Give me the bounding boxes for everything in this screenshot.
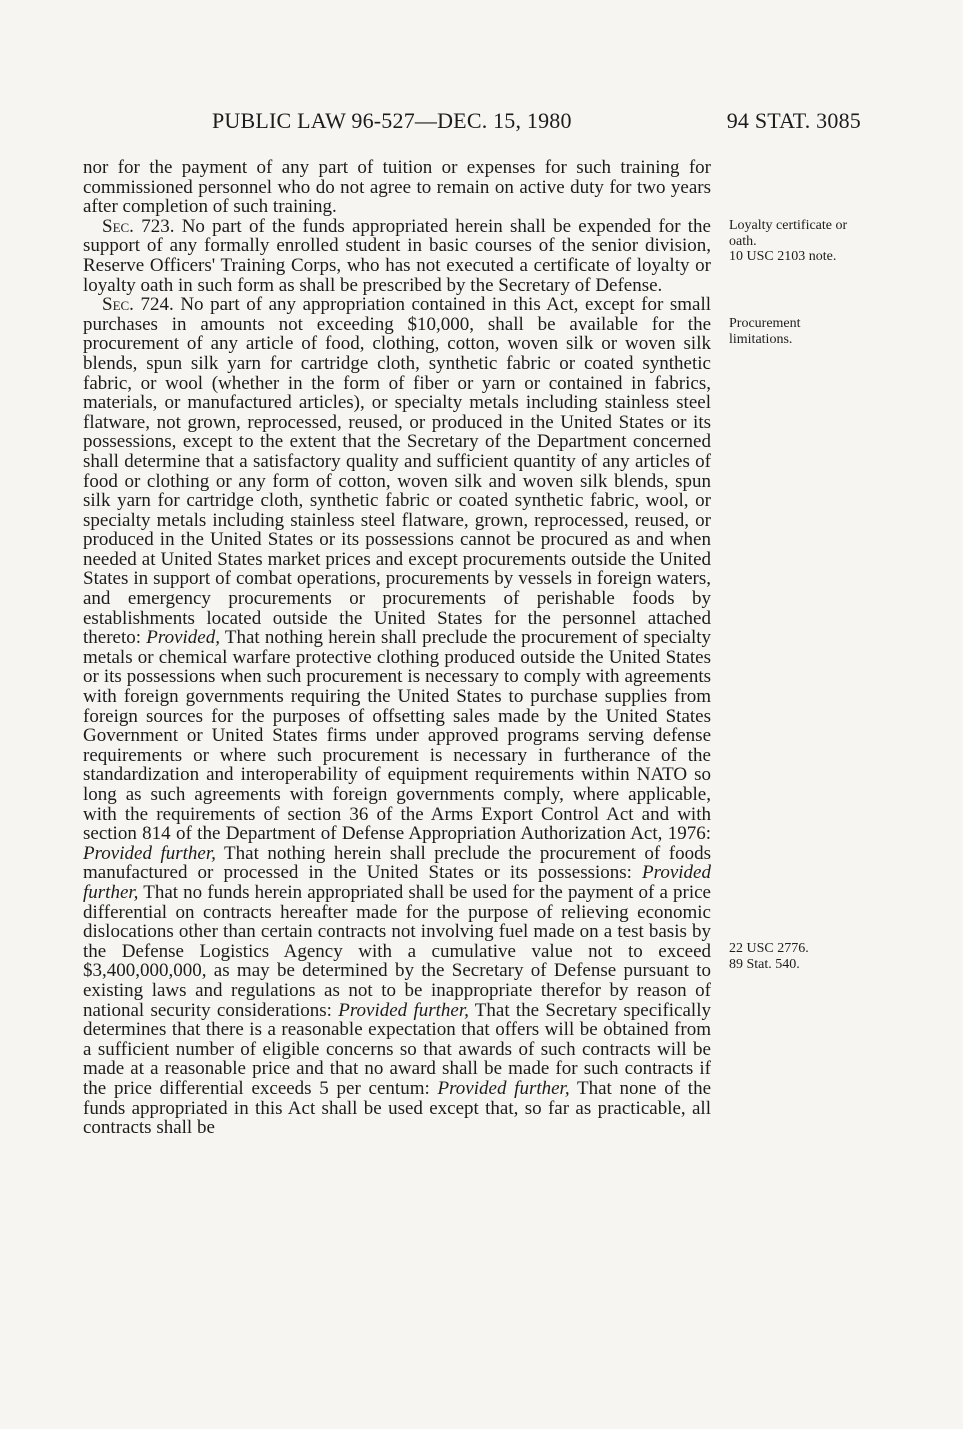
proviso-provided-further: Provided further, [437, 1077, 570, 1099]
section-724-text-d: That no funds herein appropriated shall be used for the payment of a price differential on contracts hereafter made for the purpose of relieving economic dislocations other than certain contracts not involving fuel made on a test basis by the Defense Logistics Agency with a cumulative value not to exceed $3,400,000,000, as may be determined by the Secretary of Defense pursuant to existing laws and regulations as not to be inappropriate therefor by reason of national security considerations: [83, 881, 711, 1021]
proviso-provided-further: Provided further, [83, 862, 711, 903]
section-724-text-b: That nothing herein shall preclude the procurement of specialty metals or chemical warfare protective clothing produced outside the United States or its possessions when such procurement is necessary to comply with agreements with foreign governments requiring the United States to purchase supplies from foreign sources for the purposes of offsetting sales made by the United States Government or United States firms under approved programs serving defense requirements or where such procurement is necessary in furtherance of the standardization and interoperability of equipment requirements within NATO so long as such agreements with foreign governments comply, where applicable, with the requirements of section 36 of the Arms Export Control Act and with section 814 of the Department of Defense Appropriation Authorization Act, 1976: [83, 627, 712, 845]
margin-note-procurement [729, 316, 854, 347]
margin-note-loyalty [729, 218, 854, 265]
section-724 [83, 295, 711, 1138]
continued-paragraph: nor for the payment of any part of tuition or expenses for such training for commissioned personnel who do not agree to remain on active duty for two years after completion of such training. [83, 157, 711, 218]
section-label: Sec. [102, 294, 134, 316]
page-header [0, 108, 963, 138]
section-723-text: 723. No part of the funds appropriated herein shall be expended for the support of any formally enrolled student in basic courses of the senior division, Reserve Officers' Training Corps, who has not executed a certificate of loyalty or loyalty oath in such form as shall be prescribed by the Secretary of Defense. [83, 215, 711, 296]
section-label: Sec. [102, 215, 134, 237]
proviso-provided-further: Provided further, [83, 842, 216, 864]
margin-note-loyalty-title: Loyalty certificate or oath. [729, 218, 848, 249]
proviso-provided: Provided, [146, 627, 220, 649]
main-text-column [83, 158, 711, 1138]
margin-note-procurement-title: Procurement limitations. [729, 316, 801, 347]
margin-note-loyalty-citation: 10 USC 2103 note. [729, 249, 837, 264]
margin-note-usc-citation: 22 USC 2776. [729, 941, 809, 956]
proviso-provided-further: Provided further, [338, 999, 469, 1021]
section-724-text-e: That the Secretary specifically determines that there is a reasonable expectation that offers will be obtained from a sufficient number of eligible concerns so that awards of such contracts will be made at a reasonable price and that no award shall be made for such contracts if the price differential exceeds 5 per centum: [83, 999, 711, 1099]
statute-page-number: 94 STAT. 3085 [726, 108, 861, 133]
section-724-text-a: 724. No part of any appropriation contained in this Act, except for small purchases in amounts not exceeding $10,000, shall be available for the procurement of any article of food, clothing, cotton, woven silk or woven silk blends, spun silk yarn for cartridge cloth, synthetic fabric or coated synthetic fabric, or wool (whether in the form of fiber or yarn or contained in fabrics, materials, or manufactured articles), or specialty metals including stainless steel flatware, not grown, reprocessed, reused, or produced in the United States or its possessions, except to the extent that the Secretary of the Department concerned shall determine that a satisfactory quality and sufficient quantity of any articles of food or clothing or any form of cotton, woven silk and woven silk blends, spun silk yarn for cartridge cloth, synthetic fabric or coated synthetic fabric, wool, or specialty metals including stainless steel flatware, grown, reprocessed, reused, or produced in the United States or its possessions cannot be procured as and when needed at United States market prices and except procurements outside the United States in support of combat operations, procurements by vessels in foreign waters, and emergency procurements or procurements of perishable foods by establishments located outside the United States for the personnel attached thereto: [83, 294, 711, 649]
margin-note-citations [729, 941, 854, 972]
section-724-text-c: That nothing herein shall preclude the procurement of foods manufactured or processed in the United States or its possessions: [83, 842, 711, 884]
section-723 [83, 217, 711, 295]
margin-note-stat-citation: 89 Stat. 540. [729, 956, 800, 972]
section-724-text-f: That none of the funds appropriated in this Act shall be used except that, so far as practicable, all contracts shall be [83, 1077, 712, 1139]
public-law-heading: PUBLIC LAW 96-527—DEC. 15, 1980 [212, 108, 572, 133]
